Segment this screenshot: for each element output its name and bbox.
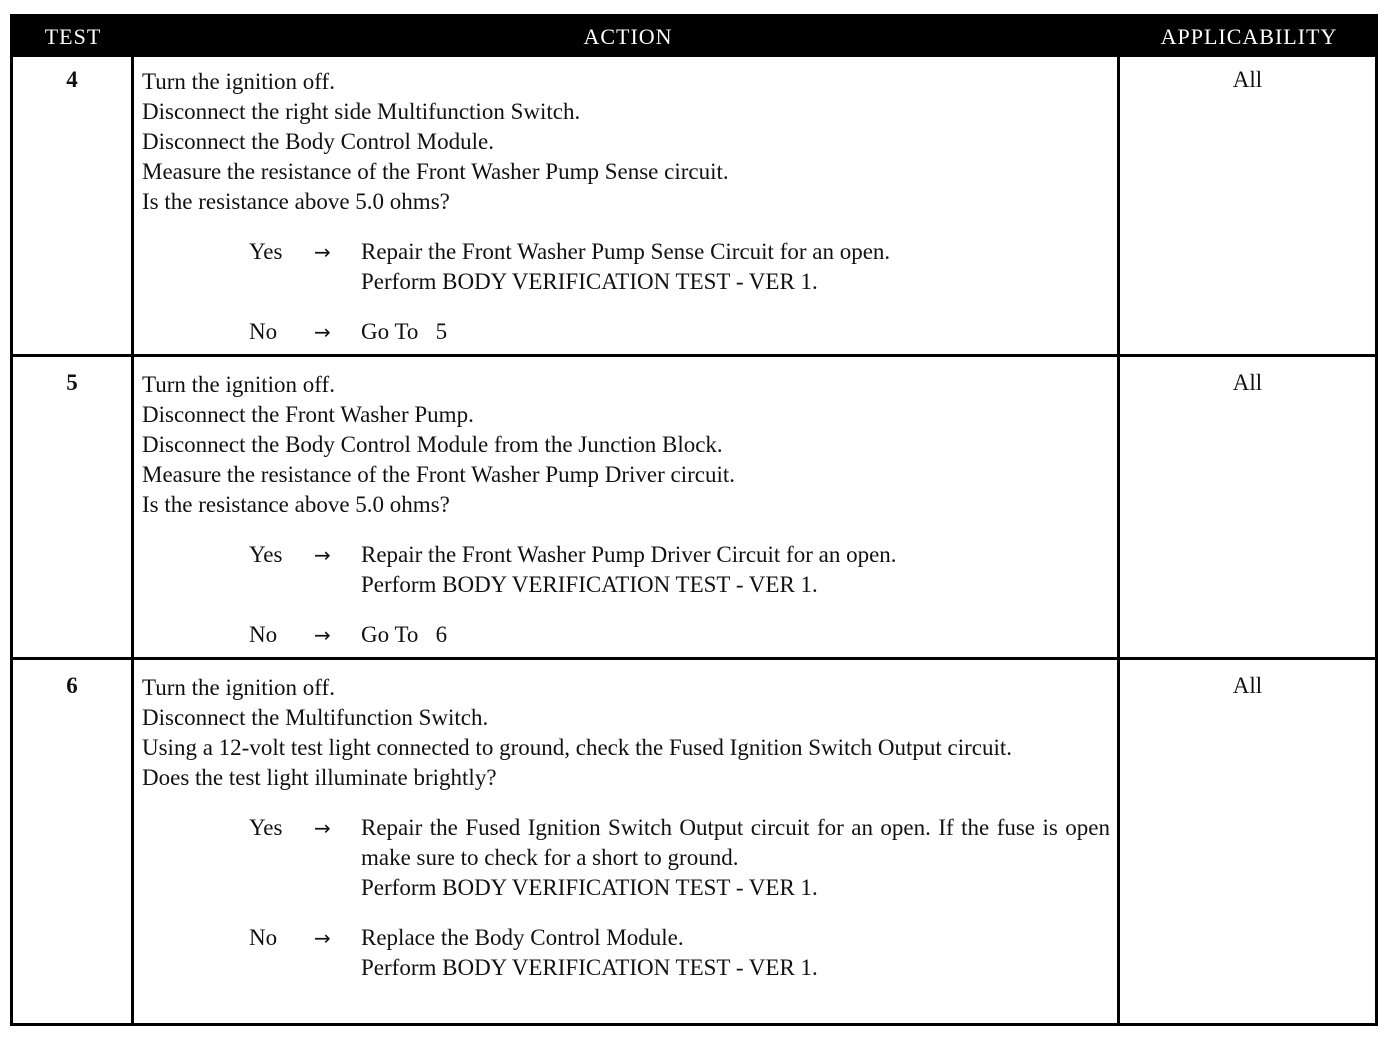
result-line: Go To 6: [361, 622, 448, 647]
header-test: TEST: [44, 24, 102, 49]
action-step: Does the test light illuminate brightly?: [142, 765, 497, 790]
outcome-no: [142, 317, 1110, 347]
right-arrow-icon: →: [314, 623, 331, 647]
action-cell: [142, 673, 1110, 983]
outcome-yes: [142, 237, 1110, 297]
action-step: Is the resistance above 5.0 ohms?: [142, 189, 450, 214]
right-arrow-icon: →: [314, 240, 331, 264]
header-applicability: APPLICABILITY: [1160, 24, 1338, 49]
right-arrow-icon: →: [314, 320, 331, 344]
outcome-result: [361, 620, 1110, 650]
outcome-yes: [142, 813, 1110, 903]
result-line: Perform BODY VERIFICATION TEST - VER 1.: [361, 875, 818, 900]
action-step: Disconnect the Front Washer Pump.: [142, 402, 474, 427]
table-row: [13, 57, 1375, 357]
table-header: [13, 17, 1375, 57]
result-line: Repair the Front Washer Pump Sense Circuit for an open.: [361, 239, 891, 264]
result-line: Perform BODY VERIFICATION TEST - VER 1.: [361, 269, 818, 294]
action-step: Using a 12-volt test light connected to ground, check the Fused Ignition Switch Output circuit.: [142, 735, 1013, 760]
outcome-label: Yes: [249, 239, 283, 264]
outcome-result: [361, 237, 1110, 297]
table-row: [13, 663, 1375, 1023]
result-line: Repair the Fused Ignition Switch Output circuit for an open. If the fuse is open make sure to check for a short to ground.: [361, 815, 1110, 870]
outcome-result: [361, 923, 1110, 983]
action-step: Turn the ignition off.: [142, 372, 335, 397]
right-arrow-icon: →: [314, 543, 331, 567]
outcome-result: [361, 813, 1110, 903]
applicability-value: All: [1232, 370, 1263, 395]
header-action: ACTION: [583, 24, 673, 49]
applicability-value: All: [1232, 673, 1263, 698]
result-line: Perform BODY VERIFICATION TEST - VER 1.: [361, 572, 818, 597]
action-step: Disconnect the Body Control Module from the Junction Block.: [142, 432, 723, 457]
outcome-no: [142, 923, 1110, 983]
action-cell: [142, 67, 1110, 347]
test-number: 4: [66, 67, 78, 92]
test-number: 5: [66, 370, 78, 395]
outcome-result: [361, 317, 1110, 347]
result-line: Go To 5: [361, 319, 448, 344]
test-number: 6: [66, 673, 78, 698]
result-line: Repair the Front Washer Pump Driver Circuit for an open.: [361, 542, 897, 567]
outcome-label: Yes: [249, 815, 283, 840]
action-step: Turn the ignition off.: [142, 69, 335, 94]
applicability-value: All: [1232, 67, 1263, 92]
outcome-result: [361, 540, 1110, 600]
right-arrow-icon: →: [314, 926, 331, 950]
outcome-label: No: [249, 925, 278, 950]
action-step: Disconnect the right side Multifunction Switch.: [142, 99, 581, 124]
action-step: Turn the ignition off.: [142, 675, 335, 700]
action-cell: [142, 370, 1110, 650]
action-step: Measure the resistance of the Front Washer Pump Driver circuit.: [142, 462, 735, 487]
action-step: Disconnect the Multifunction Switch.: [142, 705, 489, 730]
outcome-yes: [142, 540, 1110, 600]
outcome-label: Yes: [249, 542, 283, 567]
outcome-label: No: [249, 319, 278, 344]
outcome-no: [142, 620, 1110, 650]
action-step: Is the resistance above 5.0 ohms?: [142, 492, 450, 517]
right-arrow-icon: →: [314, 816, 331, 840]
action-step: Disconnect the Body Control Module.: [142, 129, 494, 154]
diagnostic-table: [10, 14, 1378, 1026]
action-step: Measure the resistance of the Front Washer Pump Sense circuit.: [142, 159, 729, 184]
result-line: Replace the Body Control Module.: [361, 925, 684, 950]
table-row: [13, 360, 1375, 660]
outcome-label: No: [249, 622, 278, 647]
result-line: Perform BODY VERIFICATION TEST - VER 1.: [361, 955, 818, 980]
